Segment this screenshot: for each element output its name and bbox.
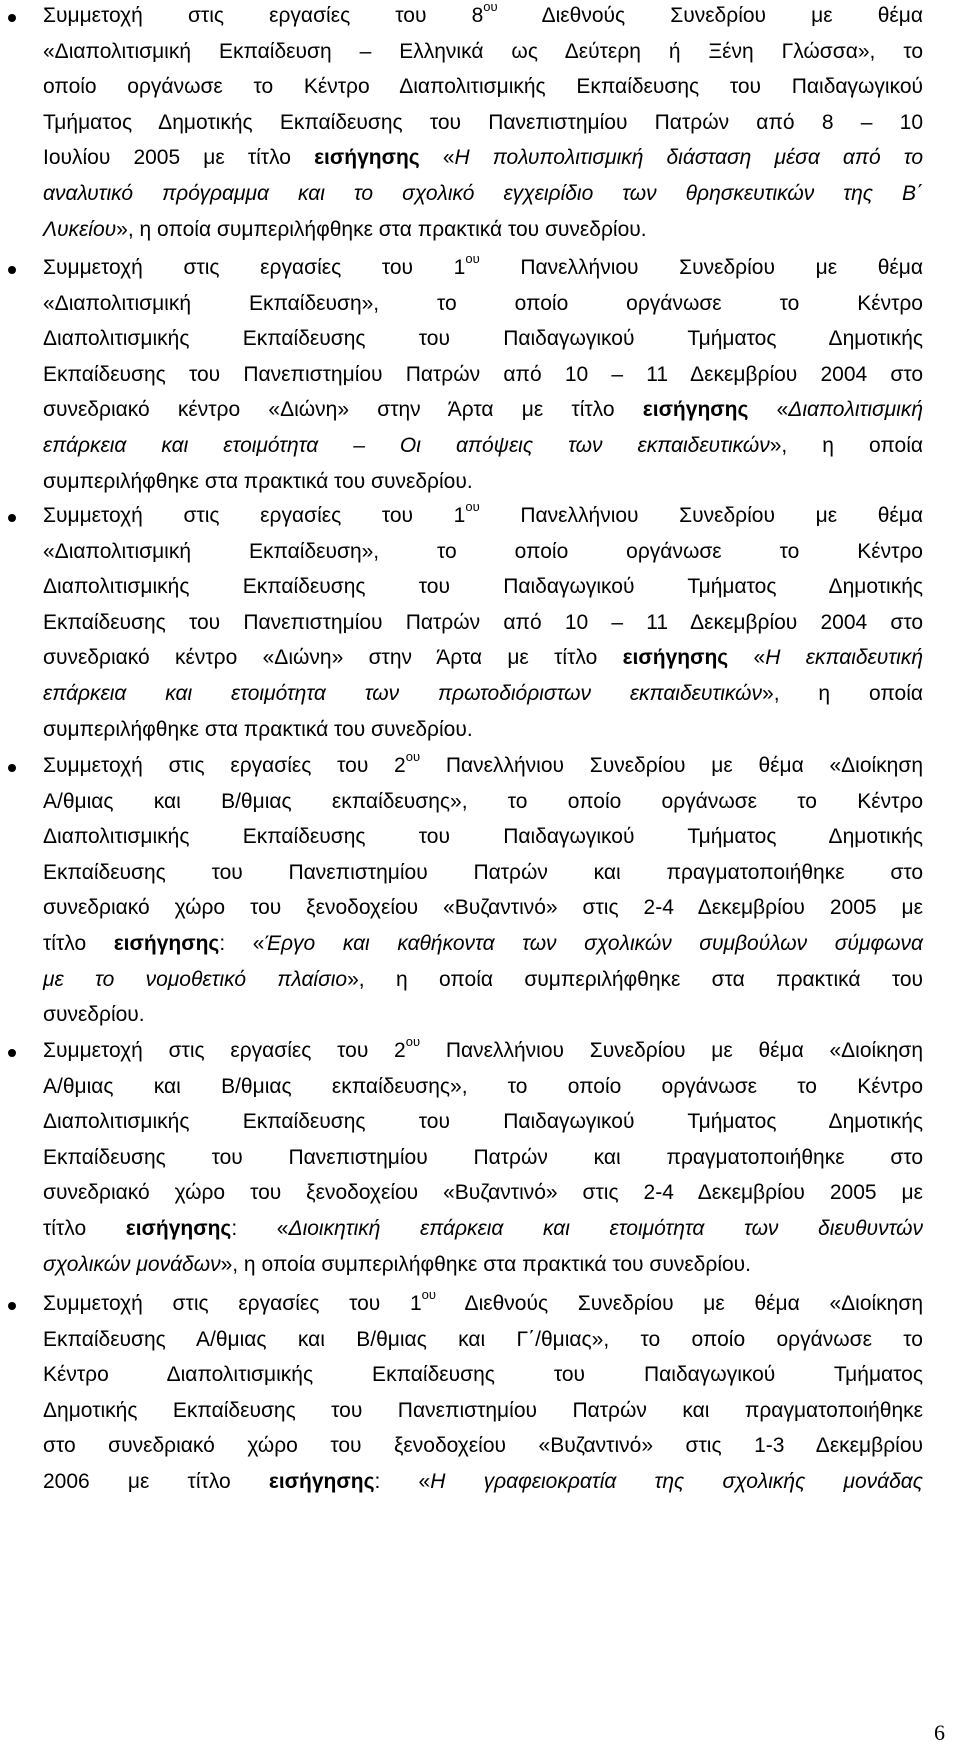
text-line — [43, 825, 923, 849]
text-line — [43, 682, 923, 706]
text-run: συμπεριλήφθηκε στα πρακτικά του συνεδρίου. — [43, 717, 473, 741]
text-line — [43, 1034, 924, 1063]
ordinal-superscript: ου — [421, 1287, 436, 1302]
text-line — [43, 146, 923, 170]
text-line — [43, 1003, 923, 1027]
text-line — [43, 327, 923, 351]
text-run: Διεθνούς Συνεδρίου με θέμα — [497, 4, 924, 27]
bullet-icon — [8, 266, 16, 274]
italic-text: Διαπολιτισμική — [788, 398, 923, 422]
text-run: », η οποία — [762, 682, 923, 705]
text-run: : « — [374, 1470, 431, 1493]
text-run: συνεδριακό χώρο του ξενοδοχείου «Βυζαντινό» στις 2-4 Δεκεμβρίου 2005 με — [43, 1181, 923, 1205]
text-run: τίτλο — [43, 1217, 126, 1240]
text-line — [43, 363, 923, 387]
text-line — [43, 0, 924, 28]
text-run: », η οποία συμπεριλήφθηκε στα πρακτικά του — [347, 967, 923, 991]
text-run: Κέντρο Διαπολιτισμικής Εκπαίδευσης του Παιδαγωγικού Τμήματος — [43, 1363, 923, 1387]
text-run: συνεδριακό κέντρο «Διώνη» στην Άρτα με τίτλο — [43, 398, 643, 422]
text-line — [43, 182, 923, 206]
text-line — [43, 575, 923, 599]
bold-text: εισήγησης — [125, 1217, 232, 1240]
text-run: τίτλο — [43, 932, 114, 955]
text-run: Α/θμιας και Β/θμιας εκπαίδευσης», το οποίο οργάνωσε το Κέντρο — [43, 1074, 923, 1098]
text-line — [43, 40, 923, 64]
text-run: Διαπολιτισμικής Εκπαίδευσης του Παιδαγωγικού Τμήματος Δημοτικής — [43, 1110, 923, 1134]
text-line — [43, 1075, 923, 1099]
text-run: Διαπολιτισμικής Εκπαίδευσης του Παιδαγωγικού Τμήματος Δημοτικής — [43, 327, 923, 351]
bold-text: εισήγησης — [642, 398, 749, 422]
italic-text: Λυκείου — [43, 217, 117, 241]
text-run: 2006 με τίτλο — [43, 1470, 269, 1493]
bold-text: εισήγησης — [314, 146, 420, 170]
text-run: Ιουλίου 2005 με τίτλο — [43, 146, 315, 170]
text-line — [43, 1217, 923, 1241]
text-run: Πανελλήνιου Συνεδρίου με θέμα — [479, 504, 923, 527]
italic-text: επάρκεια και ετοιμότητα των πρωτοδιόριστων εκπαιδευτικών — [43, 682, 763, 705]
text-run: συμπεριλήφθηκε στα πρακτικά του συνεδρίου. — [43, 469, 473, 493]
text-run: Εκπαίδευσης του Πανεπιστημίου Πατρών από 10 – 11 Δεκεμβρίου 2004 στο — [43, 362, 923, 386]
bullet-icon — [8, 514, 16, 522]
text-line — [43, 470, 923, 494]
text-run: Πανελλήνιου Συνεδρίου με θέμα «Διοίκηση — [420, 754, 924, 777]
text-run: Πανελλήνιου Συνεδρίου με θέμα «Διοίκηση — [420, 1039, 924, 1062]
text-run: Διαπολιτισμικής Εκπαίδευσης του Παιδαγωγικού Τμήματος Δημοτικής — [43, 575, 923, 599]
text-line — [43, 1434, 923, 1458]
text-run: « — [748, 398, 789, 422]
italic-text: Η γραφειοκρατία της σχολικής μονάδας — [430, 1470, 923, 1493]
text-run: «Διαπολιτισμική Εκπαίδευση – Ελληνικά ως Δεύτερη ή Ξένη Γλώσσα», το — [43, 39, 923, 63]
bold-text: εισήγησης — [622, 646, 729, 670]
text-line — [43, 1146, 923, 1170]
text-run: συνεδριακό κέντρο «Διώνη» στην Άρτα με τίτλο — [43, 646, 623, 670]
ordinal-superscript: ου — [405, 1034, 421, 1049]
text-line — [43, 75, 923, 99]
bold-text: εισήγησης — [113, 932, 220, 955]
text-run: Πανελλήνιου Συνεδρίου με θέμα — [479, 256, 923, 279]
bullet-icon — [8, 1049, 16, 1057]
text-line — [43, 1363, 923, 1387]
text-run: Συμμετοχή στις εργασίες του 2 — [43, 1039, 406, 1062]
text-line — [43, 218, 923, 242]
text-run: Συμμετοχή στις εργασίες του 1 — [43, 504, 466, 527]
bullet-icon — [8, 14, 16, 22]
bullet-icon — [8, 764, 16, 772]
bold-text: εισήγησης — [268, 1470, 375, 1493]
text-run: οποίο οργάνωσε το Κέντρο Διαπολιτισμικής Εκπαίδευσης του Παιδαγωγικού — [43, 75, 923, 99]
text-run: : « — [231, 1217, 289, 1240]
text-line — [43, 896, 923, 920]
italic-text: αναλυτικό πρόγραμμα και το σχολικό εγχειρίδιο των θρησκευτικών της Β΄ — [43, 182, 923, 205]
text-run: Διαπολιτισμικής Εκπαίδευσης του Παιδαγωγικού Τμήματος Δημοτικής — [43, 825, 923, 849]
text-line — [43, 434, 923, 458]
text-line — [43, 292, 923, 316]
text-line — [43, 1253, 923, 1277]
text-line — [43, 540, 923, 564]
text-line — [43, 861, 923, 885]
text-run: Εκπαίδευσης του Πανεπιστημίου Πατρών και πραγματοποιήθηκε στο — [43, 1145, 923, 1169]
text-run: Συμμετοχή στις εργασίες του 2 — [43, 754, 406, 777]
text-line — [43, 790, 923, 814]
italic-text: επάρκεια και ετοιμότητα – Οι απόψεις των εκπαιδευτικών — [43, 434, 770, 457]
italic-text: Η εκπαιδευτική — [765, 646, 923, 670]
text-run: « — [419, 146, 455, 170]
text-run: Συμμετοχή στις εργασίες του 1 — [43, 1292, 422, 1315]
text-line — [43, 1287, 924, 1316]
ordinal-superscript: ου — [465, 499, 480, 514]
text-line — [43, 718, 923, 742]
italic-text: Έργο και καθήκοντα των σχολικών συμβούλων σύμφωνα — [264, 932, 923, 955]
text-line — [43, 1110, 923, 1134]
italic-text: με το νομοθετικό πλαίσιο — [43, 967, 348, 991]
text-run: Συμμετοχή στις εργασίες του 8 — [43, 4, 484, 27]
italic-text: Η πολυπολιτισμική διάσταση μέσα από το — [454, 146, 924, 170]
text-line — [43, 1399, 923, 1423]
text-run: », η οποία συμπεριλήφθηκε στα πρακτικά του συνεδρίου. — [116, 217, 647, 241]
text-line — [43, 1181, 923, 1205]
text-run: συνεδριακό χώρο του ξενοδοχείου «Βυζαντινό» στις 2-4 Δεκεμβρίου 2005 με — [43, 896, 923, 920]
text-line — [43, 398, 923, 422]
text-run: Εκπαίδευσης του Πανεπιστημίου Πατρών από 10 – 11 Δεκεμβρίου 2004 στο — [43, 610, 923, 634]
text-run: Εκπαίδευσης του Πανεπιστημίου Πατρών και πραγματοποιήθηκε στο — [43, 860, 923, 884]
text-run: : « — [219, 932, 265, 955]
text-run: », η οποία — [769, 434, 924, 457]
text-line — [43, 611, 923, 635]
page-number: 6 — [934, 1720, 945, 1745]
text-line — [43, 499, 923, 528]
italic-text: Διοικητική επάρκεια και ετοιμότητα των διευθυντών — [288, 1217, 923, 1240]
bullet-icon — [8, 1302, 16, 1310]
text-run: « — [728, 646, 766, 670]
text-run: Α/θμιας και Β/θμιας εκπαίδευσης», το οποίο οργάνωσε το Κέντρο — [43, 789, 923, 813]
text-line — [43, 968, 923, 992]
text-run: Δημοτικής Εκπαίδευσης του Πανεπιστημίου Πατρών και πραγματοποιήθηκε — [43, 1398, 923, 1422]
text-line — [43, 111, 923, 135]
text-run: «Διαπολιτισμική Εκπαίδευση», το οποίο οργάνωσε το Κέντρο — [43, 539, 923, 563]
italic-text: σχολικών μονάδων — [43, 1252, 221, 1276]
ordinal-superscript: ου — [483, 0, 498, 14]
ordinal-superscript: ου — [405, 749, 421, 764]
text-run: Τμήματος Δημοτικής Εκπαίδευσης του Πανεπιστημίου Πατρών από 8 – 10 — [43, 110, 923, 134]
text-run: στο συνεδριακό χώρο του ξενοδοχείου «Βυζαντινό» στις 1-3 Δεκεμβρίου — [43, 1434, 923, 1458]
text-run: Συμμετοχή στις εργασίες του 1 — [43, 256, 466, 279]
text-line — [43, 932, 923, 956]
text-line — [43, 749, 924, 778]
text-run: «Διαπολιτισμική Εκπαίδευση», το οποίο οργάνωσε το Κέντρο — [43, 291, 923, 315]
text-line — [43, 1328, 923, 1352]
text-line — [43, 1470, 923, 1494]
text-run: συνεδρίου. — [43, 1003, 145, 1027]
ordinal-superscript: ου — [465, 251, 480, 266]
text-line — [43, 646, 923, 670]
text-run: Εκπαίδευσης Α/θμιας και Β/θμιας και Γ΄/θμιας», το οποίο οργάνωσε το — [43, 1327, 923, 1351]
text-run: Διεθνούς Συνεδρίου με θέμα «Διοίκηση — [436, 1292, 924, 1315]
text-line — [43, 251, 923, 280]
text-run: », η οποία συμπεριλήφθηκε στα πρακτικά του συνεδρίου. — [220, 1252, 751, 1276]
